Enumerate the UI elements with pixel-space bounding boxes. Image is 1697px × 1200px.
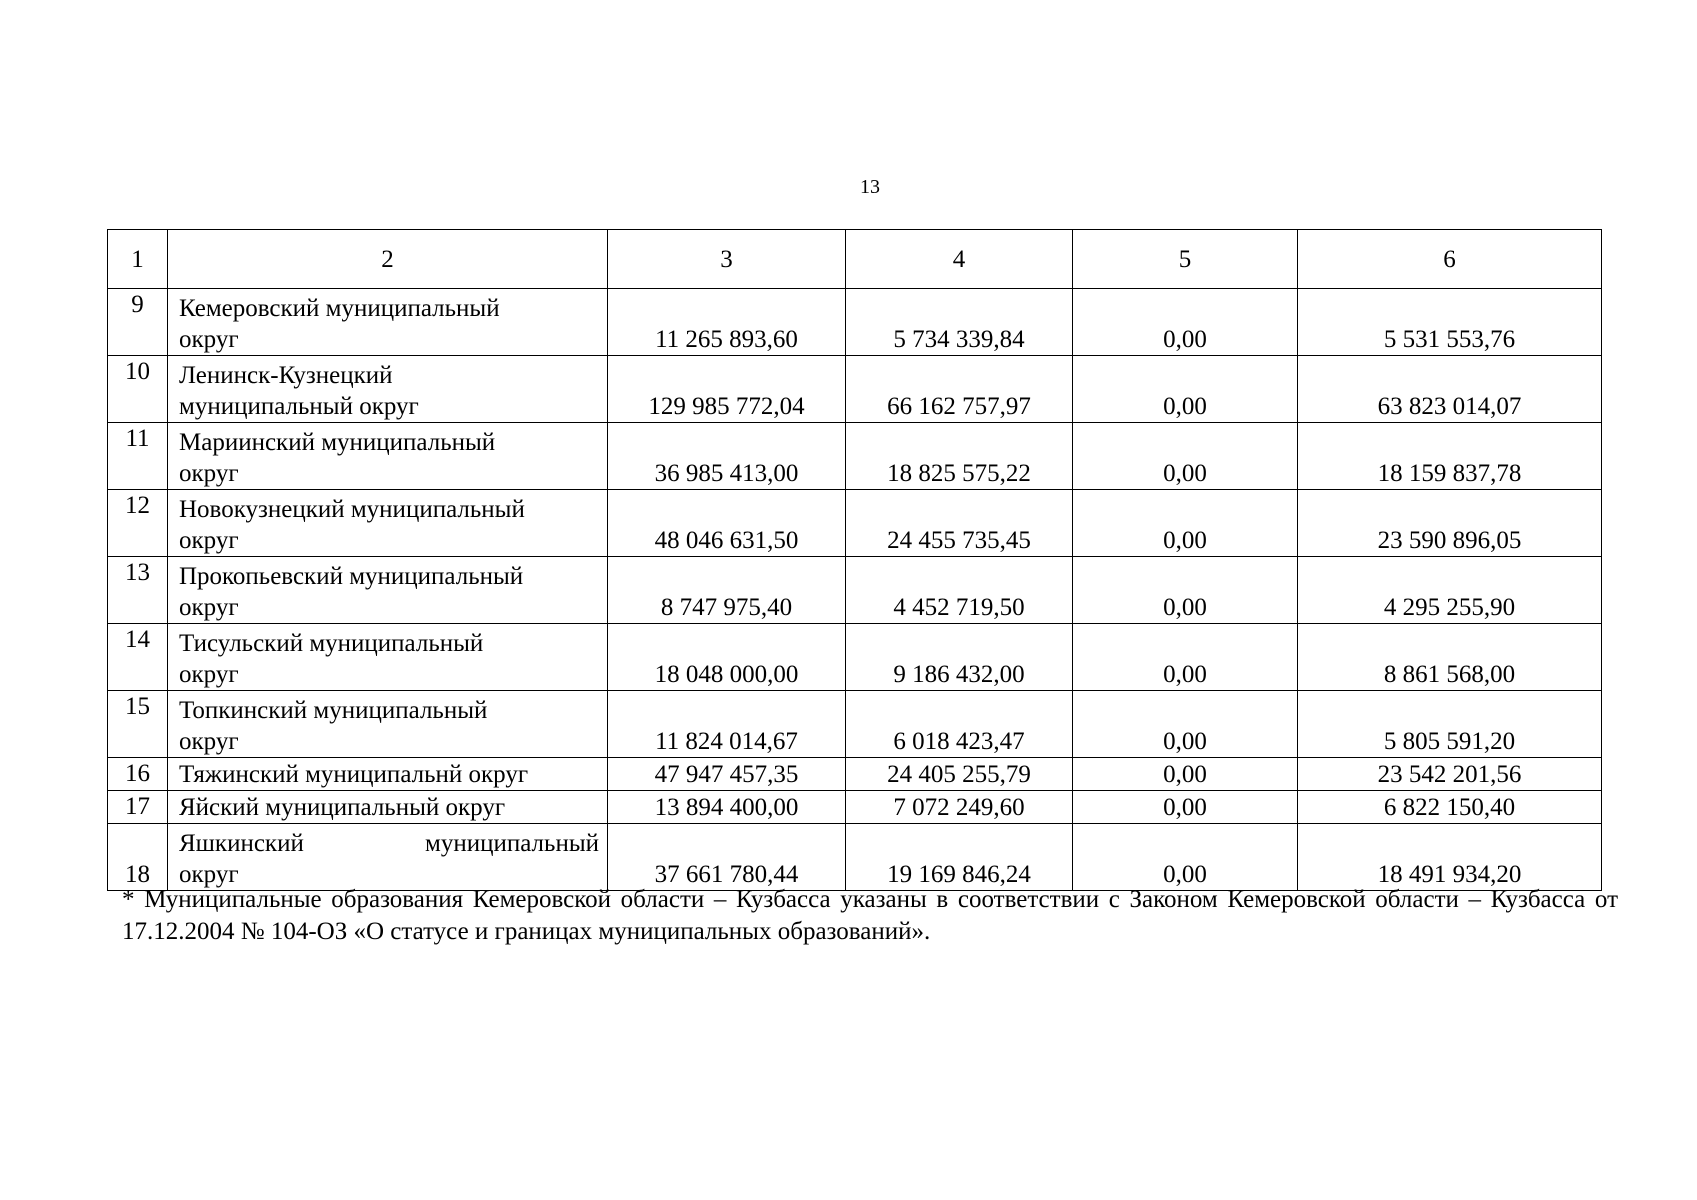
value-col-3: 37 661 780,44 (608, 824, 846, 891)
name-line-1: Прокопьевский муниципальный (179, 563, 524, 590)
allocation-table (107, 229, 1602, 891)
value-col-4: 4 452 719,50 (846, 557, 1073, 624)
footnote: * Муниципальные образования Кемеровской области – Кузбасса указаны в соответствии с Законом Кемеровской области – Кузбасса от 17.12.2004 № 104-ОЗ «О статусе и границах муниципальных образований». (122, 886, 1618, 945)
value-col-5: 0,00 (1073, 490, 1298, 557)
municipality-name (168, 289, 608, 356)
value-col-3: 13 894 400,00 (608, 791, 846, 824)
table-row (108, 356, 1602, 423)
value-col-5: 0,00 (1073, 423, 1298, 490)
name-line-2: округ (179, 594, 239, 621)
value-col-4: 7 072 249,60 (846, 791, 1073, 824)
value-col-3: 129 985 772,04 (608, 356, 846, 423)
row-number: 9 (108, 289, 168, 356)
name-word-1: Яшкинский (179, 830, 304, 857)
name-line-2: округ (179, 326, 239, 353)
table-row (108, 557, 1602, 624)
value-col-6: 18 159 837,78 (1298, 423, 1602, 490)
name-line-1 (179, 828, 599, 859)
table-header-row (108, 230, 1602, 289)
municipality-name (168, 824, 608, 891)
name-line-1: Мариинский муниципальный (179, 429, 496, 456)
value-col-6: 63 823 014,07 (1298, 356, 1602, 423)
municipality-name (168, 624, 608, 691)
value-col-5: 0,00 (1073, 824, 1298, 891)
name-line-1: Ленинск-Кузнецкий (179, 362, 393, 389)
value-col-3: 47 947 457,35 (608, 758, 846, 791)
municipality-name (168, 557, 608, 624)
value-col-6: 4 295 255,90 (1298, 557, 1602, 624)
value-col-4: 66 162 757,97 (846, 356, 1073, 423)
value-col-4: 5 734 339,84 (846, 289, 1073, 356)
header-cell: 4 (846, 230, 1073, 289)
value-col-3: 36 985 413,00 (608, 423, 846, 490)
municipality-name (168, 490, 608, 557)
header-cell: 5 (1073, 230, 1298, 289)
row-number: 15 (108, 691, 168, 758)
name-line-2: муниципальный округ (179, 393, 419, 420)
municipality-name: Яйский муниципальный округ (168, 791, 608, 824)
row-number: 14 (108, 624, 168, 691)
row-number: 16 (108, 758, 168, 791)
value-col-6: 5 805 591,20 (1298, 691, 1602, 758)
value-col-6: 23 590 896,05 (1298, 490, 1602, 557)
value-col-4: 9 186 432,00 (846, 624, 1073, 691)
name-line-1: Кемеровский муниципальный (179, 295, 500, 322)
name-line-1: Тисульский муниципальный (179, 630, 484, 657)
table-row (108, 289, 1602, 356)
name-line-2: округ (179, 460, 239, 487)
table-row (108, 423, 1602, 490)
value-col-5: 0,00 (1073, 289, 1298, 356)
value-col-6: 5 531 553,76 (1298, 289, 1602, 356)
value-col-6: 6 822 150,40 (1298, 791, 1602, 824)
value-col-3: 11 265 893,60 (608, 289, 846, 356)
value-col-4: 24 455 735,45 (846, 490, 1073, 557)
value-col-5: 0,00 (1073, 758, 1298, 791)
value-col-3: 11 824 014,67 (608, 691, 846, 758)
table-row (108, 490, 1602, 557)
value-col-5: 0,00 (1073, 624, 1298, 691)
municipality-name (168, 691, 608, 758)
page-number: 13 (860, 176, 880, 198)
value-col-5: 0,00 (1073, 791, 1298, 824)
value-col-3: 18 048 000,00 (608, 624, 846, 691)
name-line-2: округ (179, 861, 239, 888)
value-col-6: 18 491 934,20 (1298, 824, 1602, 891)
value-col-6: 8 861 568,00 (1298, 624, 1602, 691)
value-col-4: 18 825 575,22 (846, 423, 1073, 490)
value-col-5: 0,00 (1073, 557, 1298, 624)
table-row (108, 758, 1602, 791)
row-number: 17 (108, 791, 168, 824)
name-line-1: Новокузнецкий муниципальный (179, 496, 525, 523)
row-number: 18 (108, 824, 168, 891)
municipality-name: Тяжинский муниципальнй округ (168, 758, 608, 791)
value-col-5: 0,00 (1073, 356, 1298, 423)
row-number: 13 (108, 557, 168, 624)
name-line-2: округ (179, 661, 239, 688)
table-row (108, 791, 1602, 824)
header-cell: 6 (1298, 230, 1602, 289)
row-number: 11 (108, 423, 168, 490)
row-number: 10 (108, 356, 168, 423)
value-col-3: 48 046 631,50 (608, 490, 846, 557)
name-line-2: округ (179, 728, 239, 755)
value-col-6: 23 542 201,56 (1298, 758, 1602, 791)
value-col-4: 24 405 255,79 (846, 758, 1073, 791)
municipality-name (168, 423, 608, 490)
value-col-4: 6 018 423,47 (846, 691, 1073, 758)
header-cell: 2 (168, 230, 608, 289)
row-number: 12 (108, 490, 168, 557)
value-col-3: 8 747 975,40 (608, 557, 846, 624)
name-line-2: округ (179, 527, 239, 554)
name-word-2: муниципальный (425, 830, 599, 857)
municipality-name (168, 356, 608, 423)
table-row (108, 691, 1602, 758)
table-row (108, 624, 1602, 691)
value-col-4: 19 169 846,24 (846, 824, 1073, 891)
value-col-5: 0,00 (1073, 691, 1298, 758)
table-row (108, 824, 1602, 891)
name-line-1: Топкинский муниципальный (179, 697, 488, 724)
header-cell: 3 (608, 230, 846, 289)
header-cell: 1 (108, 230, 168, 289)
